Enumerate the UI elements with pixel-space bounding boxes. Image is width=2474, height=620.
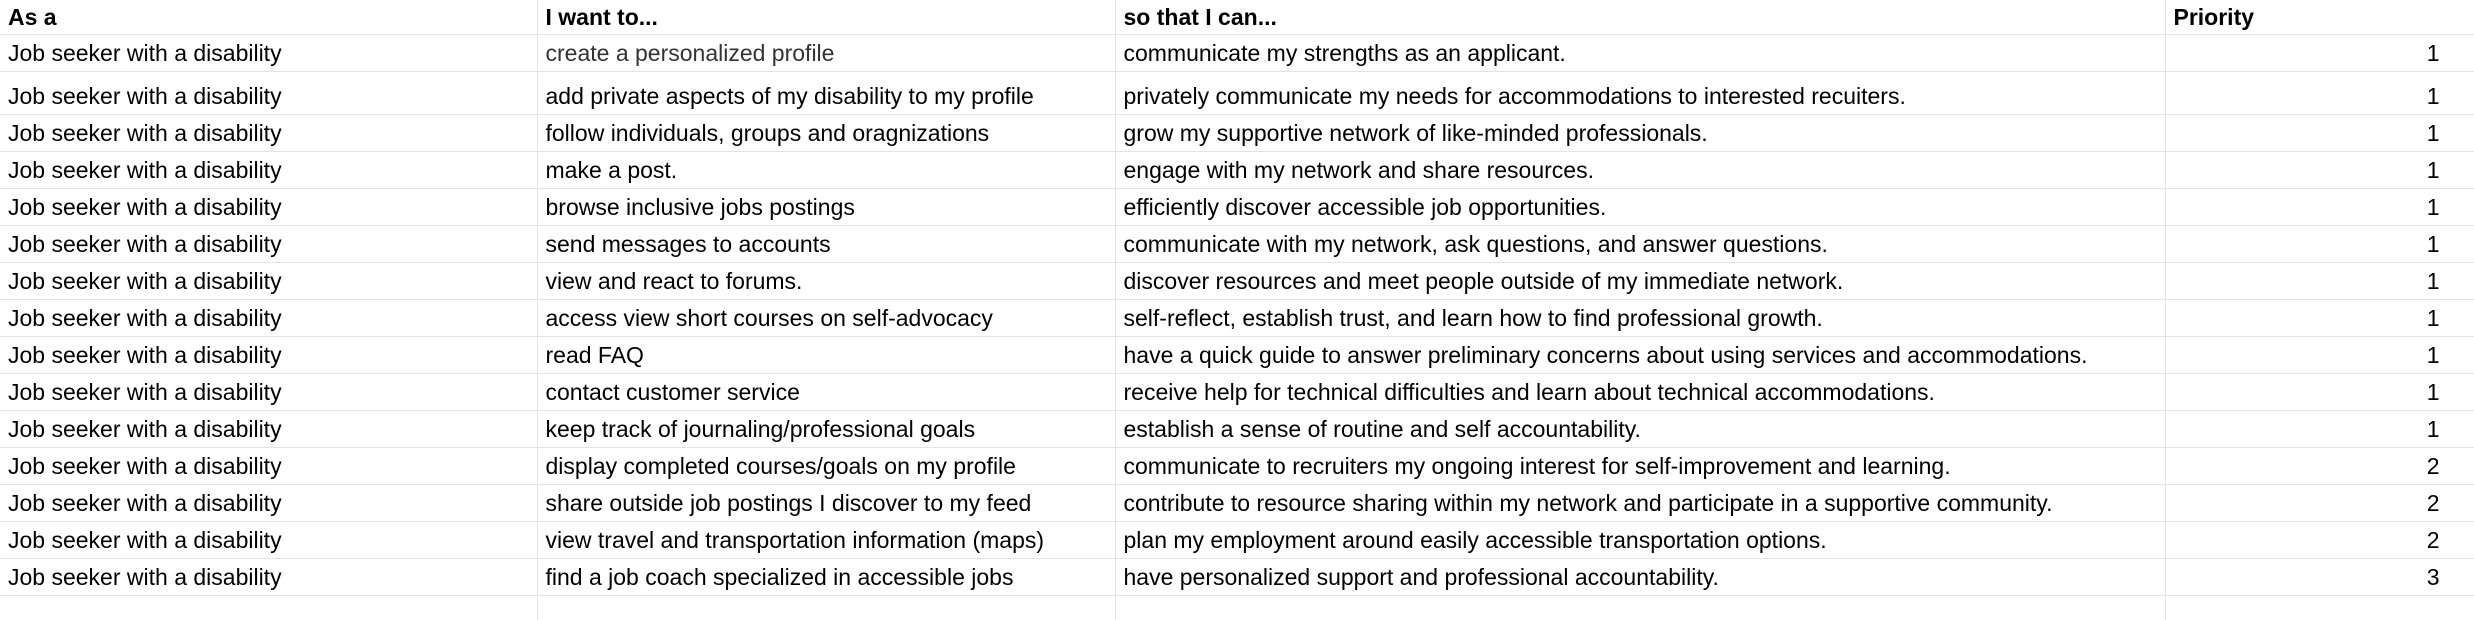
table-row [0, 152, 2474, 189]
table-row [0, 522, 2474, 559]
cell-priority[interactable]: 2 [2165, 448, 2474, 485]
cell-so-that[interactable]: grow my supportive network of like-minded professionals. [1115, 115, 2165, 152]
cell-want[interactable]: share outside job postings I discover to my feed [537, 485, 1115, 522]
cell-want[interactable]: follow individuals, groups and oragnizations [537, 115, 1115, 152]
cell-so-that[interactable]: communicate my strengths as an applicant. [1115, 35, 2165, 72]
cell-so-that[interactable]: efficiently discover accessible job opportunities. [1115, 189, 2165, 226]
cell-so-that[interactable]: self-reflect, establish trust, and learn how to find professional growth. [1115, 300, 2165, 337]
table-row [0, 226, 2474, 263]
cell-priority[interactable]: 1 [2165, 374, 2474, 411]
table-row [0, 263, 2474, 300]
cell-want[interactable]: make a post. [537, 152, 1115, 189]
table-row [0, 189, 2474, 226]
cell-so-that[interactable]: communicate with my network, ask questions, and answer questions. [1115, 226, 2165, 263]
cell-priority[interactable]: 3 [2165, 559, 2474, 596]
cell-want[interactable]: find a job coach specialized in accessible jobs [537, 559, 1115, 596]
cell-so-that[interactable]: receive help for technical difficulties and learn about technical accommodations. [1115, 374, 2165, 411]
cell-as-a[interactable]: Job seeker with a disability [0, 189, 537, 226]
cell-as-a[interactable]: Job seeker with a disability [0, 35, 537, 72]
cell-as-a[interactable]: Job seeker with a disability [0, 522, 537, 559]
cell-as-a[interactable]: Job seeker with a disability [0, 226, 537, 263]
cell-want[interactable]: browse inclusive jobs postings [537, 189, 1115, 226]
cell-want[interactable]: add private aspects of my disability to my profile [537, 72, 1115, 115]
cell-so-that[interactable]: contribute to resource sharing within my network and participate in a supportive community. [1115, 485, 2165, 522]
cell-want[interactable]: display completed courses/goals on my profile [537, 448, 1115, 485]
cell-so-that[interactable]: engage with my network and share resources. [1115, 152, 2165, 189]
cell-want[interactable]: view and react to forums. [537, 263, 1115, 300]
cell-so-that[interactable]: communicate to recruiters my ongoing interest for self-improvement and learning. [1115, 448, 2165, 485]
cell-priority[interactable]: 2 [2165, 522, 2474, 559]
cell-as-a[interactable]: Job seeker with a disability [0, 263, 537, 300]
cell-want[interactable]: contact customer service [537, 374, 1115, 411]
cell-as-a[interactable]: Job seeker with a disability [0, 72, 537, 115]
cell-as-a[interactable]: Job seeker with a disability [0, 448, 537, 485]
empty-cell[interactable] [2165, 596, 2474, 620]
table-row [0, 559, 2474, 596]
cell-want[interactable]: keep track of journaling/professional goals [537, 411, 1115, 448]
cell-so-that[interactable]: have personalized support and professional accountability. [1115, 559, 2165, 596]
empty-cell[interactable] [537, 596, 1115, 620]
cell-priority[interactable]: 1 [2165, 411, 2474, 448]
table-row [0, 337, 2474, 374]
cell-as-a[interactable]: Job seeker with a disability [0, 411, 537, 448]
cell-as-a[interactable]: Job seeker with a disability [0, 559, 537, 596]
cell-want[interactable]: send messages to accounts [537, 226, 1115, 263]
cell-as-a[interactable]: Job seeker with a disability [0, 115, 537, 152]
cell-priority[interactable]: 1 [2165, 152, 2474, 189]
cell-so-that[interactable]: have a quick guide to answer preliminary concerns about using services and accommodations. [1115, 337, 2165, 374]
empty-cell[interactable] [0, 596, 537, 620]
cell-so-that[interactable]: discover resources and meet people outside of my immediate network. [1115, 263, 2165, 300]
table-row [0, 485, 2474, 522]
header-cell-as-a[interactable]: As a [0, 0, 537, 35]
table-row [0, 35, 2474, 72]
cell-so-that[interactable]: plan my employment around easily accessible transportation options. [1115, 522, 2165, 559]
cell-priority[interactable]: 2 [2165, 485, 2474, 522]
cell-so-that[interactable]: privately communicate my needs for accommodations to interested recuiters. [1115, 72, 2165, 115]
cell-so-that[interactable]: establish a sense of routine and self accountability. [1115, 411, 2165, 448]
cell-priority[interactable]: 1 [2165, 226, 2474, 263]
empty-row [0, 596, 2474, 620]
cell-as-a[interactable]: Job seeker with a disability [0, 152, 537, 189]
table-row [0, 448, 2474, 485]
table-row [0, 300, 2474, 337]
header-cell-so-that[interactable]: so that I can... [1115, 0, 2165, 35]
cell-priority[interactable]: 1 [2165, 72, 2474, 115]
cell-priority[interactable]: 1 [2165, 189, 2474, 226]
empty-cell[interactable] [1115, 596, 2165, 620]
cell-priority[interactable]: 1 [2165, 115, 2474, 152]
cell-want[interactable]: access view short courses on self-advocacy [537, 300, 1115, 337]
cell-priority[interactable]: 1 [2165, 300, 2474, 337]
cell-priority[interactable]: 1 [2165, 35, 2474, 72]
cell-want[interactable]: view travel and transportation information (maps) [537, 522, 1115, 559]
header-cell-priority[interactable]: Priority [2165, 0, 2474, 35]
cell-want[interactable]: read FAQ [537, 337, 1115, 374]
cell-as-a[interactable]: Job seeker with a disability [0, 374, 537, 411]
cell-as-a[interactable]: Job seeker with a disability [0, 485, 537, 522]
table-row [0, 115, 2474, 152]
cell-as-a[interactable]: Job seeker with a disability [0, 300, 537, 337]
cell-want[interactable]: create a personalized profile [537, 35, 1115, 72]
cell-priority[interactable]: 1 [2165, 263, 2474, 300]
cell-priority[interactable]: 1 [2165, 337, 2474, 374]
table-row [0, 72, 2474, 115]
table-row [0, 411, 2474, 448]
header-row [0, 0, 2474, 35]
table-row [0, 374, 2474, 411]
cell-as-a[interactable]: Job seeker with a disability [0, 337, 537, 374]
header-cell-i-want-to[interactable]: I want to... [537, 0, 1115, 35]
